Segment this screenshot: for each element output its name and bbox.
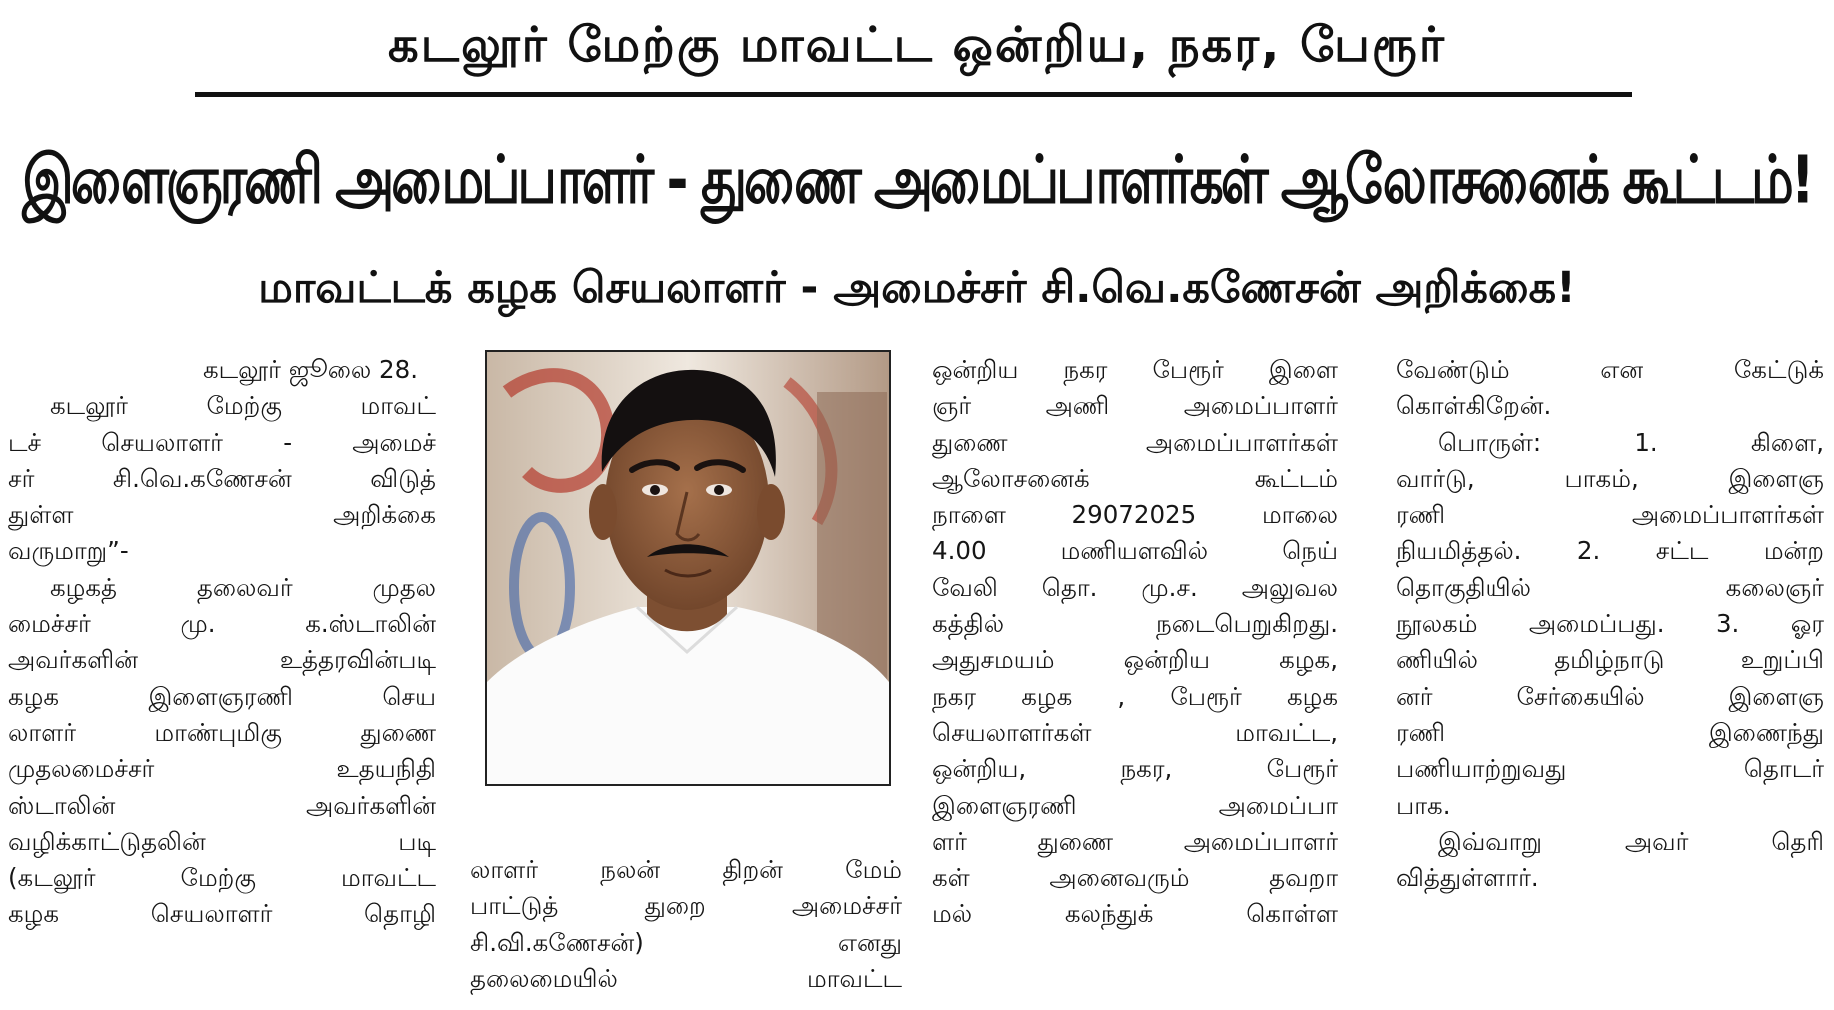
- article-line: ளர் துணை அமைப்பாளர்: [932, 826, 1338, 856]
- article-line: ஆலோசனைக் கூட்டம்: [932, 463, 1338, 493]
- article-line: ஞர் அணி அமைப்பாளர்: [932, 391, 1338, 421]
- article-column-3: [932, 352, 1338, 933]
- article-line: வார்டு, பாகம், இளைஞ: [1396, 463, 1824, 493]
- article-line: (கடலூர் மேற்கு மாவட்ட: [8, 863, 436, 893]
- article-line: ரணி இணைந்து: [1396, 717, 1824, 747]
- article-line: தொகுதியில் கலைஞர்: [1396, 572, 1824, 602]
- article-line: நியமித்தல். 2. சட்ட மன்ற: [1396, 536, 1824, 566]
- headline-text: இளைஞரணி அமைப்பாளர் - துணை அமைப்பாளர்கள் ஆலோசனைக் கூட்டம்!: [22, 142, 1812, 219]
- article-line: பொருள்: 1. கிளை,: [1438, 427, 1824, 457]
- article-line: லாளர் நலன் திறன் மேம்: [470, 855, 902, 884]
- article-line: வேலி தொ. மு.ச. அலுவல: [932, 572, 1338, 602]
- kicker-underline: [195, 92, 1632, 97]
- headline: [0, 100, 1834, 263]
- article-column-1: [8, 352, 436, 933]
- article-line: பணியாற்றுவது தொடர்: [1396, 754, 1824, 784]
- article-line: தலைமையில் மாவட்ட: [470, 963, 902, 993]
- subheadline: மாவட்டக் கழக செயலாளர் - அமைச்சர் சி.வெ.கணேசன் அறிக்கை!: [258, 263, 1576, 313]
- article-line: அவர்களின் உத்தரவின்படி: [8, 645, 436, 675]
- article-line: லாளர் மாண்புமிகு துணை: [8, 717, 436, 747]
- article-line: கழகத் தலைவர் முதல: [50, 572, 436, 602]
- article-line: இவ்வாறு அவர் தெரி: [1438, 826, 1824, 856]
- dateline: கடலூர் ஜூலை 28.: [202, 355, 418, 384]
- article-line: வேண்டும் என கேட்டுக்: [1396, 355, 1824, 384]
- article-line: கள் அனைவரும் தவறா: [932, 863, 1338, 893]
- article-line: செயலாளர்கள் மாவட்ட,: [932, 717, 1338, 747]
- article-line: 4.00 மணியளவில் நெய்: [932, 536, 1338, 566]
- article-line: ஒன்றிய, நகர, பேரூர்: [932, 754, 1338, 784]
- article-line: பாக.: [1396, 790, 1451, 820]
- article-line: வழிக்காட்டுதலின் படி: [8, 826, 436, 856]
- article-line: கழக செயலாளர் தொழி: [8, 899, 436, 929]
- article-line: அதுசமயம் ஒன்றிய கழக,: [932, 645, 1338, 675]
- article-line: சி.வி.கணேசன்) எனது: [470, 927, 902, 957]
- article-line: கொள்கிறேன்.: [1396, 391, 1552, 421]
- article-column-4: [1396, 352, 1824, 896]
- article-line: முதலமைச்சர் உதயநிதி: [8, 754, 436, 784]
- article-line: வித்துள்ளார்.: [1396, 863, 1539, 893]
- article-line: ஒன்றிய நகர பேரூர் இளை: [932, 355, 1338, 384]
- article-line: பாட்டுத் துறை அமைச்சர்: [470, 891, 902, 921]
- article-line: வருமாறு”-: [8, 536, 129, 566]
- article-line: ரணி அமைப்பாளர்கள்: [1396, 500, 1824, 530]
- article-line: துணை அமைப்பாளர்கள்: [932, 427, 1338, 457]
- article-line: கத்தில் நடைபெறுகிறது.: [932, 609, 1338, 639]
- article-line: நாளை 29072025 மாலை: [932, 500, 1338, 530]
- article-line: நூலகம் அமைப்பது. 3. ஓர: [1396, 609, 1824, 639]
- article-line: இளைஞரணி அமைப்பா: [932, 790, 1338, 820]
- minister-photo: [485, 350, 891, 786]
- portrait-image: [487, 352, 889, 784]
- article-line: ணியில் தமிழ்நாடு உறுப்பி: [1396, 645, 1824, 675]
- article-line: நகர கழக , பேரூர் கழக: [932, 681, 1338, 711]
- article-line: னர் சேர்கையில் இளைஞ: [1396, 681, 1824, 711]
- article-column-2: [470, 852, 902, 997]
- article-line: டச் செயலாளர் - அமைச்: [8, 427, 436, 457]
- kicker-line: கடலூர் மேற்கு மாவட்ட ஒன்றிய, நகர, பேரூர்: [388, 17, 1446, 73]
- article-line: கடலூர் மேற்கு மாவட்: [50, 391, 436, 421]
- article-line: துள்ள அறிக்கை: [8, 500, 436, 530]
- article-line: சர் சி.வெ.கணேசன் விடுத்: [8, 463, 436, 493]
- article-line: ஸ்டாலின் அவர்களின்: [8, 790, 436, 820]
- article-line: மைச்சர் மு. க.ஸ்டாலின்: [8, 609, 436, 639]
- article-line: மல் கலந்துக் கொள்ள: [932, 899, 1338, 929]
- article-line: கழக இளைஞரணி செய: [8, 681, 436, 711]
